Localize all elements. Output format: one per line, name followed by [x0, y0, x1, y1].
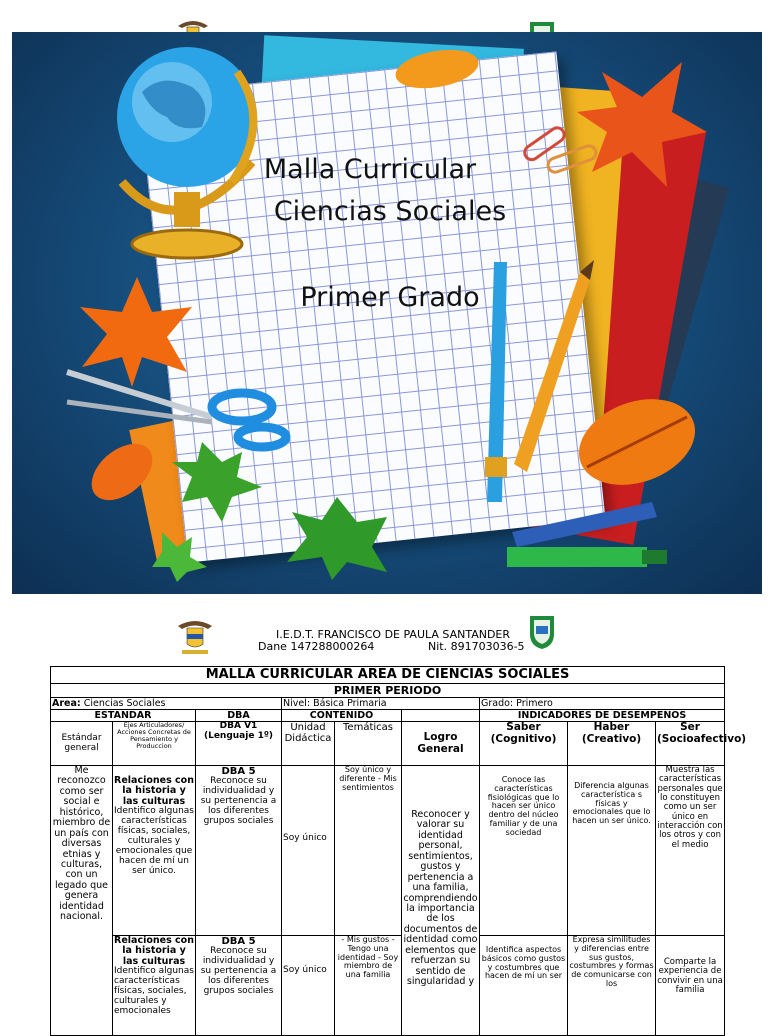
nivel-cell: Nivel: Básica Primaria: [282, 698, 480, 710]
cover-title-line1: Malla Curricular: [263, 154, 477, 185]
area-label: Area:: [52, 698, 81, 709]
col-header-dba-v1: DBA V1 (Lenguaje 1º): [196, 722, 282, 766]
unidad-cell: Soy único: [282, 766, 335, 936]
table-row: [51, 766, 725, 936]
hacer-cell: Diferencia algunas característica s físicas y emocionales que lo hacen un ser único.: [568, 766, 656, 936]
col-header-estandar-general: Estándar general: [51, 722, 113, 766]
group-header-empty: [402, 710, 480, 722]
group-header-contenido: CONTENIDO: [282, 710, 402, 722]
dba-text: Reconoce su individualidad y su pertenencia a los diferentes grupos sociales: [200, 776, 277, 826]
nit-code: Nit. 891703036-5: [428, 640, 525, 653]
institution-name: I.E.D.T. FRANCISCO DE PAULA SANTANDER: [276, 628, 511, 641]
col-header-unidad: Unidad Didáctica: [282, 722, 335, 766]
estandar-cell: Me reconozco como ser social e histórico, miembro de un país con diversas etnias y culturas, con un legado que genera identidad nacional.: [51, 766, 113, 1036]
group-header-indicadores: INDICADORES DE DESEMPEÑOS: [480, 710, 725, 722]
yellow-leaf-icon: [392, 47, 482, 92]
dba-cell: [196, 766, 282, 936]
ivy-leaves-icon: [142, 432, 282, 582]
globe-icon: [82, 32, 292, 272]
table-title: MALLA CURRICULAR AREA DE CIENCIAS SOCIALES: [51, 667, 725, 684]
markers-icon: [502, 492, 672, 582]
grado-cell: Grado: Primero: [480, 698, 725, 710]
cover-title-line2: Ciencias Sociales: [273, 196, 507, 227]
colombia-coat-of-arms-icon: [176, 614, 214, 658]
eje-cell: [113, 766, 196, 936]
col-header-logro: Logro General: [402, 722, 480, 766]
saber-cell: Identifica aspectos básicos como gustos y costumbres que hacen de mí un ser: [480, 936, 568, 1036]
group-header-dba: DBA: [196, 710, 282, 722]
table-row: [51, 936, 725, 1036]
saber-cell: Conoce las características fisiológicas que lo hacen ser único dentro del núcleo familiar y de una sociedad: [480, 766, 568, 936]
ser-cell: Muestra las características personales que lo constituyen como un ser único en interacción con los otros y con el medio: [656, 766, 725, 936]
eje-title: Relaciones con la historia y las culturas: [114, 935, 194, 967]
area-value: Ciencias Sociales: [83, 698, 166, 709]
area-cell: [51, 698, 282, 710]
eje-text: Identifico algunas características físicas, sociales, culturales y emocionales: [114, 966, 194, 1016]
cover-illustration: [12, 32, 762, 594]
col-header-ejes: Ejes Articuladores/ Acciones Concretas de Pensamiento y Produccion: [113, 722, 196, 766]
green-leaf-icon: [277, 492, 397, 582]
col-header-hacer: Haber (Creativo): [568, 722, 656, 766]
dba-title: DBA 5: [221, 766, 256, 777]
dba-text: Reconoce su individualidad y su pertenencia a los diferentes grupos sociales: [200, 946, 277, 996]
unidad-cell: Soy único: [282, 936, 335, 1036]
eje-title: Relaciones con la historia y las culturas: [114, 775, 194, 807]
hacer-cell: Expresa similitudes y diferencias entre sus gustos, costumbres y formas de comunicarse con los: [568, 936, 656, 1036]
dba-cell: [196, 936, 282, 1036]
group-header-estandar: ESTANDAR: [51, 710, 196, 722]
ser-cell: Comparte la experiencia de convivir en una familia: [656, 936, 725, 1036]
col-header-tematicas: Temáticas: [335, 722, 402, 766]
curriculum-table: [50, 666, 747, 1036]
period-title: PRIMER PERIODO: [51, 684, 725, 698]
scissors-icon: [62, 362, 292, 452]
dba-title: DBA 5: [221, 936, 256, 947]
eje-cell: [113, 936, 196, 1036]
tematicas-cell: Soy único y diferente - Mis sentimientos: [335, 766, 402, 936]
tematicas-cell: - Mis gustos - Tengo una identidad - Soy miembro de una familia: [335, 936, 402, 1036]
eje-text: Identifico algunas características físicas, sociales, culturales y emocionales que hacen de mí un ser único.: [114, 806, 194, 876]
col-header-saber: Saber (Cognitivo): [480, 722, 568, 766]
dane-code: Dane 147288000264: [258, 640, 375, 653]
cover-grade: Primer Grado: [300, 282, 480, 313]
school-shield-icon: [528, 614, 556, 650]
col-header-ser: Ser (Socioafectivo): [656, 722, 725, 766]
logro-cell: Reconocer y valorar su identidad personal, sentimientos, gustos y pertenencia a una familia, comprendiendo la importancia de los documentos de identidad como elementos que refuerzan su sentido de singularidad y: [402, 766, 480, 1036]
